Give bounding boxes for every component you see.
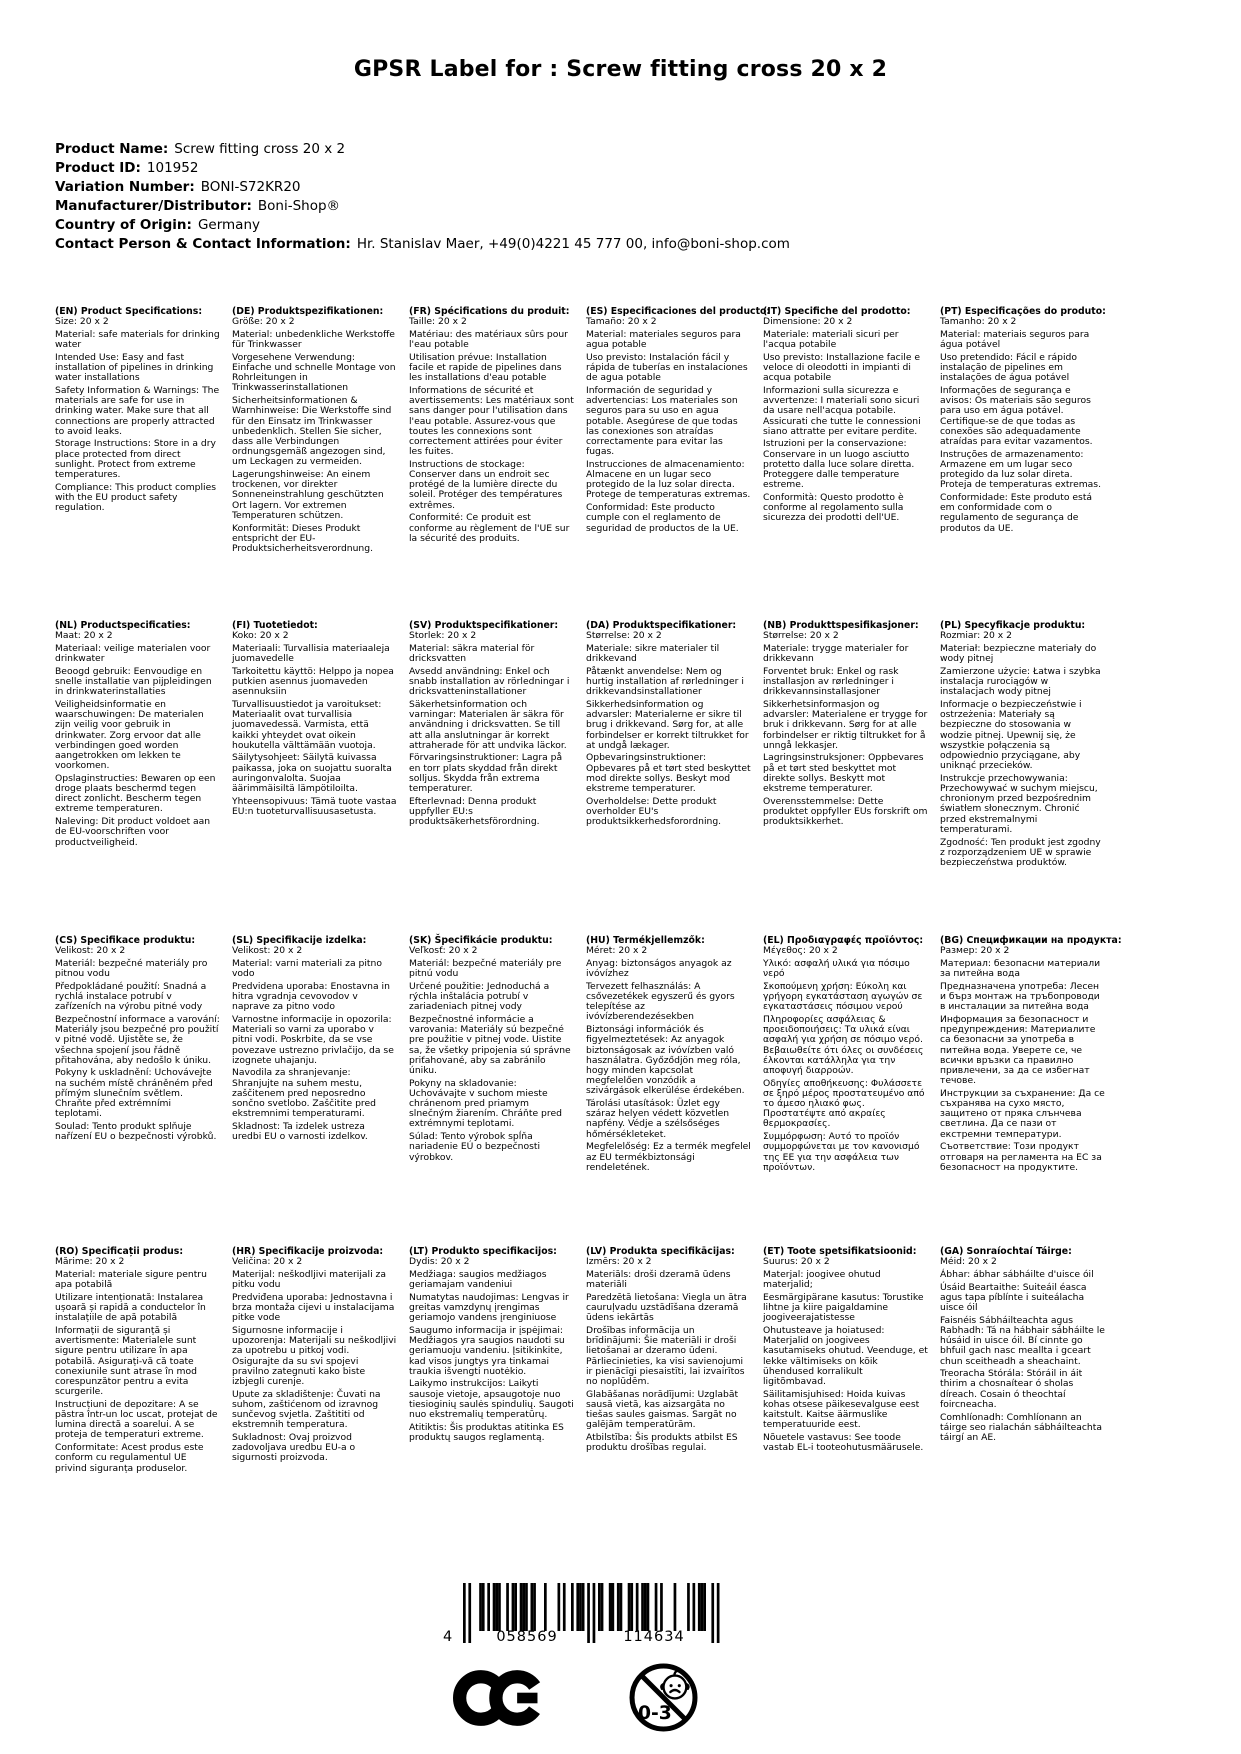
- lang-block-paragraph: Veiligheidsinformatie en waarschuwingen: De materialen zijn veilig voor gebruik in drinkwater. Zorg ervoor dat alle verbindingen goed worden aangetrokken om lekken te voorkomen.: [55, 698, 204, 772]
- lang-block-paragraph: Medžiaga: saugios medžiagos geriamajam vandeniui: [409, 1268, 547, 1291]
- lang-block-size: Размер: 20 x 2: [940, 945, 1010, 957]
- lang-block-paragraphs: [586, 330, 751, 534]
- lang-block-paragraph: Tervezett felhasználás: A csővezetékek egyszerű és gyors telepítése az ivóvízberendezésekben: [586, 980, 735, 1023]
- lang-block-hr: [232, 1247, 397, 1474]
- lang-block-paragraph: Eesmärgipärane kasutus: Torustike lihtne ja kiire paigaldamine joogiveerajatistesse: [763, 1291, 924, 1324]
- product-info: [55, 140, 790, 254]
- lang-block-de: [232, 307, 397, 621]
- lang-block-bg: [940, 935, 1122, 1247]
- lang-block-paragraph: Zamierzone użycie: Łatwa i szybka instalacja rurociągów w instalacjach wody pitnej: [940, 665, 1101, 698]
- product-info-label: Variation Number:: [55, 179, 195, 195]
- lang-block-paragraph: Instrukcje przechowywania: Przechowywać w suchym miejscu, chronionym przed bezpośrednim światłem słonecznym. Chronić przed ekstremalnymi temperaturami.: [940, 772, 1098, 835]
- lang-block-heading: (LV) Produkta specifikācijas:: [586, 1246, 735, 1257]
- lang-block-sk: [409, 936, 574, 1247]
- lang-block-paragraph: Instruções de armazenamento: Armazene em um lugar seco protegido da luz solar direta. Proteja de temperaturas extremas.: [940, 448, 1102, 491]
- lang-block-paragraph: Utilisation prévue: Installation facile et rapide de pipelines dans les installations d'eau potable: [409, 351, 562, 384]
- product-info-value: 101952: [146, 160, 199, 176]
- lang-block-pt: [940, 307, 1105, 621]
- lang-block-paragraph: Intended Use: Easy and fast installation of pipelines in drinking water installations: [55, 351, 214, 384]
- lang-block-paragraphs: [232, 959, 397, 1142]
- lang-block-paragraph: Naleving: Dit product voldoet aan de EU-voorschriften voor productveiligheid.: [55, 816, 211, 848]
- lang-block-paragraph: Συμμόρφωση: Αυτό το προϊόν συμμορφώνεται με τον κανονισμό της ΕΕ για την ασφάλεια των προϊόντων.: [763, 1131, 920, 1173]
- lang-block-da: [586, 621, 751, 936]
- product-info-label: Country of Origin:: [55, 217, 192, 233]
- lang-block-paragraph: Conformidade: Este produto está em conformidade com o regulamento de segurança de produtos da UE.: [940, 491, 1093, 534]
- ce-mark-icon: [453, 1667, 545, 1729]
- lang-block-paragraph: Conformité: Ce produit est conforme au règlement de l'UE sur la sécurité des produits.: [409, 512, 570, 544]
- product-info-label: Product ID:: [55, 160, 141, 176]
- lang-block-size: Size: 20 x 2: [55, 316, 109, 328]
- lang-block-size: Dimensione: 20 x 2: [763, 316, 853, 328]
- lang-block-paragraph: Materiale: trygge materialer for drikkevann: [763, 642, 909, 665]
- lang-block-paragraph: Conformitate: Acest produs este conform cu regulamentul UE privind siguranța produselor.: [55, 1442, 204, 1474]
- lang-block-paragraph: Biztonsági információk és figyelmeztetések: Az anyagok biztonságosak az ivóvízben való használatra. Győződjön meg róla, hogy minden kapcsolat megfelelően vonzódik a szivárgások elkerülése érdekében.: [586, 1024, 745, 1097]
- lang-block-paragraph: Istruzioni per la conservazione: Conservare in un luogo asciutto protetto dalla luce solare diretta. Proteggere dalle temperature estreme.: [763, 438, 915, 491]
- lang-block-paragraphs: [940, 330, 1105, 534]
- lang-block-size: Méid: 20 x 2: [940, 1256, 997, 1268]
- certification-symbols: [441, 1661, 731, 1734]
- lang-block-heading: (PL) Specyfikacje produktu:: [940, 620, 1086, 631]
- lang-block-paragraph: Material: materiais seguros para água potável: [940, 328, 1090, 351]
- lang-block-sv: [409, 621, 574, 936]
- lang-block-paragraph: Skladnost: Ta izdelek ustreza uredbi EU o varnosti izdelkov.: [232, 1120, 368, 1143]
- lang-block-el: [763, 936, 928, 1247]
- lang-block-paragraph: Uso previsto: Instalación fácil y rápida de tuberías en instalaciones de agua potable: [586, 351, 748, 384]
- lang-block-heading: (DE) Produktspezifikationen:: [232, 306, 384, 317]
- lang-block-paragraph: Yhteensopivuus: Tämä tuote vastaa EU:n tuoteturvallisuusasetusta.: [232, 795, 397, 817]
- lang-block-paragraph: Информация за безопасност и предупреждения: Материалите са безопасни за употреба в питейна вода. Уверете се, че всички връзки са правилно привлечени, за да се избегнат течове.: [940, 1013, 1096, 1087]
- lang-block-heading: (ES) Especificaciones del producto:: [586, 306, 771, 317]
- lang-block-paragraph: Overholdelse: Dette produkt overholder EU's produktsikkerhedsforordning.: [586, 795, 722, 828]
- lang-block-paragraph: Paredzētā lietošana: Viegla un ātra cauruļvadu uzstādīšana dzeramā ūdens iekārtās: [586, 1291, 747, 1324]
- lang-block-paragraph: Opbevaringsinstruktioner: Opbevares på et tørt sted beskyttet mod direkte sollys. Beskyt mod ekstreme temperaturer.: [586, 752, 751, 795]
- lang-block-paragraph: Materijal: neškodljivi materijali za pitku vodu: [232, 1268, 386, 1291]
- product-info-label: Manufacturer/Distributor:: [55, 198, 252, 214]
- lang-block-paragraph: Informacje o bezpieczeństwie i ostrzeżenia: Materiały są bezpieczne do stosowania w wodzie pitnej. Upewnij się, że wszystkie połączenia są odpowiednio przyciągane, aby uniknąć przecieków.: [940, 698, 1082, 772]
- lang-block-paragraph: Informations de sécurité et avertissements: Les matériaux sont sans danger pour l'utilisation dans l'eau potable. Assurez-vous que toutes les connexions sont correctement attirées pour éviter les fuites.: [409, 384, 574, 458]
- lang-block-paragraph: Laikymo instrukcijos: Laikyti sausoje vietoje, apsaugotoje nuo tiesioginių saulės spindulių. Saugoti nuo ekstremalių temperatūrų.: [409, 1378, 574, 1421]
- lang-block-paragraphs: [232, 330, 397, 554]
- product-info-row: [55, 235, 790, 254]
- lang-block-paragraphs: [409, 959, 574, 1163]
- lang-block-paragraphs: [763, 644, 928, 827]
- lang-block-paragraph: Treoracha Stórála: Stóráil in áit thirim a chosnaítear ó sholas díreach. Cosain ó theochtaí foircneacha.: [940, 1368, 1083, 1410]
- lang-block-paragraphs: [409, 1270, 574, 1443]
- page-title: GPSR Label for : Screw fitting cross 20 x 2: [353, 57, 888, 82]
- lang-block-paragraph: Storage Instructions: Store in a dry place protected from direct sunlight. Protect from extreme temperatures.: [55, 438, 216, 481]
- lang-block-paragraph: Σκοπούμενη χρήση: Εύκολη και γρήγορη εγκατάσταση αγωγών σε εγκαταστάσεις πόσιμου νερού: [763, 980, 923, 1013]
- lang-block-paragraph: Sukladnost: Ovaj proizvod zadovoljava uredbu EU-a o sigurnosti proizvoda.: [232, 1431, 356, 1464]
- lang-block-nb: [763, 621, 928, 936]
- lang-block-size: Mărime: 20 x 2: [55, 1256, 125, 1268]
- lang-block-en: [55, 307, 220, 621]
- lang-block-paragraph: Nõuetele vastavus: See toode vastab EL-i tooteohutusmäärusele.: [763, 1431, 924, 1454]
- lang-block-paragraph: Safety Information & Warnings: The materials are safe for use in drinking water. Make sure that all connections are properly attracted to avoid leaks.: [55, 384, 220, 437]
- lang-block-paragraph: Pokyny na skladovanie: Uchovávajte v suchom mieste chránenom pred priamym slnečným žiarením. Chráňte pred extrémnymi teplotami.: [409, 1077, 562, 1130]
- lang-block-paragraph: Predvidena uporaba: Enostavna in hitra vgradnja cevovodov v naprave za pitno vodo: [232, 980, 390, 1013]
- lang-block-paragraph: Faisnéis Sábháilteachta agus Rabhadh: Tá na hábhair sábháilte le húsáid in uisce óil. Bí cinnte go bhfuil gach nasc meallta i gceart chun sceitheadh a sheachaint.: [940, 1314, 1105, 1367]
- lang-block-size: Suurus: 20 x 2: [763, 1256, 830, 1268]
- lang-block-ro: [55, 1247, 220, 1474]
- lang-block-heading: (IT) Specifiche del prodotto:: [763, 306, 911, 317]
- lang-block-paragraph: Материал: безопасни материали за питейна вода: [940, 957, 1101, 980]
- lang-block-paragraph: Lagringsinstruksjoner: Oppbevares på et tørt sted beskyttet mot direkte sollys. Beskytt mot ekstreme temperaturer.: [763, 752, 924, 795]
- lang-block-size: Tamanho: 20 x 2: [940, 316, 1017, 328]
- lang-block-paragraph: Saugumo informacija ir įspėjimai: Medžiagos yra saugios naudoti su geriamuoju vandeniu. Įsitikinkite, kad visos jungtys yra tinkamai traukia išvengti nuotėkio.: [409, 1324, 565, 1377]
- product-info-value: Germany: [197, 217, 260, 233]
- lang-block-heading: (GA) Sonraíochtaí Táirge:: [940, 1246, 1072, 1257]
- lang-block-heading: (SV) Produktspecifikationer:: [409, 620, 559, 631]
- lang-block-heading: (EL) Προδιαγραφές προϊόντος:: [763, 935, 924, 946]
- lang-block-paragraphs: [763, 330, 928, 524]
- lang-block-size: Veličina: 20 x 2: [232, 1256, 303, 1268]
- lang-block-paragraph: Numatytas naudojimas: Lengvas ir greitas vamzdynų įrengimas geriamojo vandens įrenginiuose: [409, 1291, 569, 1324]
- lang-block-paragraph: Vorgesehene Verwendung: Einfache und schnelle Montage von Rohrleitungen in Trinkwasserinstallationen: [232, 351, 396, 394]
- lang-block-paragraph: Upute za skladištenje: Čuvati na suhom, zaštićenom od izravnog sunčevog svjetla. Zaštititi od ekstremnih temperatura.: [232, 1388, 381, 1431]
- lang-block-fr: [409, 307, 574, 621]
- lang-block-paragraph: Soulad: Tento produkt splňuje nařízení EU o bezpečnosti výrobků.: [55, 1120, 217, 1143]
- lang-block-size: Rozmiar: 20 x 2: [940, 630, 1012, 642]
- lang-block-size: Méret: 20 x 2: [586, 945, 648, 957]
- lang-block-paragraphs: [55, 330, 220, 513]
- lang-block-paragraph: Οδηγίες αποθήκευσης: Φυλάσσετε σε ξηρό μέρος προστατευμένο από το άμεσο ηλιακό φως. Προστατέψτε από ακραίες θερμοκρασίες.: [763, 1077, 925, 1130]
- lang-block-heading: (SL) Specifikacije izdelka:: [232, 935, 367, 946]
- lang-block-heading: (CS) Specifikace produktu:: [55, 935, 196, 946]
- lang-block-heading: (NL) Productspecificaties:: [55, 620, 191, 631]
- lang-block-size: Koko: 20 x 2: [232, 630, 289, 642]
- lang-block-paragraph: Sikkerhedsinformation og advarsler: Materialerne er sikre til brug i drikkevand. Sørg for, at alle forbindelser er korrekt tiltrukket for at undgå lækager.: [586, 698, 749, 751]
- lang-block-paragraph: Material: materiale sigure pentru apa potabilă: [55, 1268, 207, 1291]
- lang-block-paragraph: Instructions de stockage: Conserver dans un endroit sec protégé de la lumière directe du soleil. Protéger des températures extrêmes.: [409, 458, 563, 511]
- lang-block-ga: [940, 1247, 1105, 1474]
- lang-block-paragraphs: [232, 644, 397, 817]
- lang-block-size: Izmērs: 20 x 2: [586, 1256, 652, 1268]
- lang-block-paragraph: Konformität: Dieses Produkt entspricht der EU-Produktsicherheitsverordnung.: [232, 522, 374, 554]
- lang-block-paragraph: Turvallisuustiedot ja varoitukset: Materiaalit ovat turvallisia juomavedessä. Varmista, että kaikki yhteydet ovat oikein houkutella välttämään vuotoja.: [232, 698, 382, 751]
- lang-block-paragraph: Säilytysohjeet: Säilytä kuivassa paikassa, joka on suojattu suoralta auringonvalolta. Suojaa äärimmäisiltä lämpötiloilta.: [232, 752, 392, 795]
- lang-block-paragraphs: [940, 644, 1105, 868]
- lang-block-size: Storlek: 20 x 2: [409, 630, 477, 642]
- lang-block-paragraph: Navodila za shranjevanje: Shranjujte na suhem mestu, zaščitenem pred neposredno sončno svetlobo. Zaščitite pred ekstremnimi temperaturami.: [232, 1067, 376, 1120]
- lang-block-paragraph: Materiaali: Turvallisia materiaaleja juomavedelle: [232, 642, 390, 665]
- lang-block-paragraph: Pokyny k uskladnění: Uchovávejte na suchém místě chráněném před přímým slunečním světlem. Chraňte před extrémními teplotami.: [55, 1067, 213, 1120]
- lang-block-paragraph: Forventet bruk: Enkel og rask installasjon av rørledninger i drikkevannsinstallasjoner: [763, 665, 899, 698]
- lang-block-paragraph: Informações de segurança e avisos: Os materiais são seguros para uso em água potável. Certifique-se de que todas as conexões são adequadamente atraídas para evitar vazamentos.: [940, 384, 1093, 447]
- lang-block-paragraph: Anyag: biztonságos anyagok az ivóvízhez: [586, 957, 732, 980]
- lang-block-paragraph: Drošības informācija un brīdinājumi: Šie materiāli ir droši lietošanai ar dzeramo ūdeni. Pārliecinieties, ka visi savienojumi ir pienācīgi piesaistīti, lai izvairītos no noplūdēm.: [586, 1324, 745, 1387]
- product-info-row: [55, 178, 790, 197]
- lang-block-paragraph: Uso previsto: Installazione facile e veloce di oleodotti in impianti di acqua potabile: [763, 351, 921, 384]
- barcode-left-digits: 058569: [496, 1629, 558, 1645]
- lang-block-heading: (ET) Toote spetsifikatsioonid:: [763, 1246, 917, 1257]
- lang-block-size: Veľkosť: 20 x 2: [409, 945, 478, 957]
- lang-block-paragraph: Säkerhetsinformation och varningar: Materialen är säkra för användning i dricksvatten. Se till att alla anslutningar är korrekt attraherade för att undvika läckor.: [409, 698, 567, 751]
- lang-block-paragraphs: [55, 959, 220, 1142]
- lang-block-paragraphs: [55, 1270, 220, 1474]
- lang-block-fi: [232, 621, 397, 936]
- lang-block-paragraph: Určené použitie: Jednoduchá a rýchla inštalácia potrubí v zariadeniach pitnej vody: [409, 980, 550, 1013]
- lang-block-size: Taille: 20 x 2: [409, 316, 467, 328]
- lang-block-size: Tamaño: 20 x 2: [586, 316, 657, 328]
- lang-block-paragraph: Instrucțiuni de depozitare: A se păstra într-un loc uscat, protejat de lumina directă a soarelui. A se proteja de temperaturi extreme.: [55, 1398, 218, 1441]
- lang-block-pl: [940, 621, 1105, 936]
- lang-block-paragraph: Tárolási utasítások: Üzlet egy száraz helyen védett közvetlen napfény. Védje a szélsőséges hőmérsékleteket.: [586, 1098, 730, 1140]
- lang-block-paragraph: Materjal: joogivee ohutud materjalid;: [763, 1268, 881, 1291]
- lang-block-paragraph: Tarkoitettu käyttö: Helppo ja nopea putkien asennus juomaveden asennuksiin: [232, 665, 394, 698]
- barcode-first-digit: 4: [443, 1629, 453, 1645]
- lang-block-paragraph: Overensstemmelse: Dette produktet oppfyller EUs forskrift om produktsikkerhet.: [763, 795, 928, 828]
- product-info-label: Contact Person & Contact Information:: [55, 236, 351, 252]
- lang-block-paragraph: Material: safe materials for drinking water: [55, 328, 220, 351]
- product-info-value: BONI-S72KR20: [200, 179, 301, 195]
- lang-block-it: [763, 307, 928, 621]
- lang-block-size: Velikost: 20 x 2: [232, 945, 303, 957]
- lang-block-paragraph: Lagerungshinweise: An einem trockenen, vor direkter Sonneneinstrahlung geschützten Ort lagern. Vor extremen Temperaturen schützen.: [232, 469, 384, 521]
- lang-block-et: [763, 1247, 928, 1474]
- lang-block-heading: (PT) Especificações do produto:: [940, 306, 1106, 317]
- lang-block-paragraph: Varnostne informacije in opozorila: Materiali so varni za uporabo v pitni vodi. Poskrbite, da se vse povezave ustrezno privlačijo, da se izognete uhajanju.: [232, 1013, 394, 1066]
- lang-block-heading: (EN) Product Specifications:: [55, 306, 203, 317]
- lang-block-es: [586, 306, 771, 621]
- lang-block-paragraph: Förvaringsinstruktioner: Lagra på en torr plats skyddad från direkt solljus. Skydda från extrema temperaturer.: [409, 752, 563, 795]
- lang-block-cs: [55, 936, 220, 1247]
- lang-block-paragraph: Opslaginstructies: Bewaren op een droge plaats beschermd tegen direct zonlicht. Bescherm tegen extreme temperaturen.: [55, 772, 216, 815]
- lang-block-paragraph: Uso pretendido: Fácil e rápido instalação de pipelines em instalações de água potável: [940, 351, 1078, 384]
- lang-block-hu: [586, 936, 751, 1247]
- lang-block-paragraph: Sikkerhetsinformasjon og advarsler: Materialene er trygge for bruk i drikkevann. Sørg for at alle forbindelser er riktig tiltrukket for å unngå lekkasjer.: [763, 698, 928, 751]
- lang-block-paragraphs: [586, 959, 751, 1173]
- lang-block-paragraph: Avsedd användning: Enkel och snabb installation av rörledningar i dricksvatteninstallationer: [409, 665, 570, 698]
- lang-block-paragraphs: [763, 1270, 928, 1453]
- lang-block-paragraph: Materiāls: droši dzeramā ūdens materiāli: [586, 1268, 731, 1291]
- age-warning-0-3-icon: [627, 1661, 700, 1734]
- lang-block-paragraph: Informații de siguranță și avertismente: Materialele sunt sigure pentru utilizare în apa potabilă. Asigurați-vă că toate conexiunile sunt atrase în mod corespunzător pentru a evita scurgerile.: [55, 1324, 197, 1398]
- lang-block-size: Maat: 20 x 2: [55, 630, 113, 642]
- lang-block-paragraph: Material: unbedenkliche Werkstoffe für Trinkwasser: [232, 328, 395, 351]
- product-info-row: [55, 140, 790, 159]
- product-info-value: Hr. Stanislav Maer, +49(0)4221 45 777 00, info@boni-shop.com: [356, 236, 790, 252]
- lang-block-size: Størrelse: 20 x 2: [763, 630, 839, 642]
- lang-block-lv: [586, 1247, 751, 1474]
- lang-block-paragraph: Materiaal: veilige materialen voor drinkwater: [55, 642, 211, 665]
- lang-block-paragraphs: [586, 644, 751, 827]
- lang-block-paragraphs: [940, 1270, 1105, 1443]
- lang-block-paragraph: Compliance: This product complies with the EU product safety regulation.: [55, 481, 217, 514]
- lang-block-paragraph: Säilitamisjuhised: Hoida kuivas kohas otsese päikesevalguse eest kaitstult. Kaitse äärmuslike temperatuuride eest.: [763, 1388, 920, 1431]
- lang-block-paragraph: Atitiktis: Šis produktas atitinka ES produktų saugos reglamentą.: [409, 1421, 564, 1443]
- lang-block-paragraph: Bezpečnostné informácie a varovania: Materiály sú bezpečné pre použitie v pitnej vode. Uistite sa, že všetky pripojenia sú správne priťahované, aby sa zabránilo úniku.: [409, 1013, 571, 1076]
- product-info-row: [55, 216, 790, 235]
- lang-block-heading: (FI) Tuotetiedot:: [232, 620, 318, 631]
- lang-block-paragraph: Súlad: Tento výrobok spĺňa nariadenie EÚ o bezpečnosti výrobkov.: [409, 1131, 541, 1163]
- lang-block-paragraph: Efterlevnad: Denna produkt uppfyller EU:s produktsäkerhetsförordning.: [409, 795, 540, 828]
- language-blocks-grid: [55, 306, 1122, 1474]
- lang-block-paragraph: Předpokládané použití: Snadná a rychlá instalace potrubí v zařízeních na výrobu pitné vody: [55, 980, 207, 1013]
- lang-block-paragraph: Materiale: materiali sicuri per l'acqua potabile: [763, 328, 899, 351]
- lang-block-paragraphs: [232, 1270, 397, 1464]
- lang-block-paragraphs: [55, 644, 220, 848]
- lang-block-paragraph: Conformità: Questo prodotto è conforme al regolamento sulla sicurezza dei prodotti dell'UE.: [763, 491, 904, 524]
- lang-block-sl: [232, 936, 397, 1247]
- lang-block-paragraph: Инструкции за съхранение: Да се съхранява на сухо място, защитено от пряка слънчева светлина. Да се пази от екстремни температури.: [940, 1087, 1105, 1140]
- product-info-row: [55, 159, 790, 178]
- lang-block-paragraph: Comhlíonadh: Comhlíonann an táirge seo rialachán sábháilteachta táirgí an AE.: [940, 1411, 1102, 1443]
- lang-block-paragraph: Material: varni materiali za pitno vodo: [232, 957, 382, 980]
- lang-block-paragraph: Bezpečnostní informace a varování: Materiály jsou bezpečné pro použití v pitné vodě. Ujistěte se, že všechna spojení jsou řádně přitahována, aby nedošlo k úniku.: [55, 1013, 220, 1066]
- lang-block-size: Størrelse: 20 x 2: [586, 630, 662, 642]
- lang-block-nl: [55, 621, 220, 936]
- lang-block-paragraph: Megfelelőség: Ez a termék megfelel az EU termékbiztonsági rendeletének.: [586, 1141, 751, 1173]
- lang-block-paragraph: Ohutusteave ja hoiatused: Materjalid on joogivees kasutamiseks ohutud. Veenduge, et lekke vältimiseks on kõik ühendused korralikult ligitõmbavad.: [763, 1324, 928, 1387]
- product-info-row: [55, 197, 790, 216]
- lang-block-paragraph: Material: materiales seguros para agua potable: [586, 328, 741, 351]
- lang-block-paragraph: Sigurnosne informacije i upozorenja: Materijali su neškodljivi za upotrebu u pitkoj vodi. Osigurajte da su svi spojevi pravilno zategnuti kako biste izbjegli curenje.: [232, 1324, 397, 1387]
- lang-block-paragraph: Instrucciones de almacenamiento: Almacene en un lugar seco protegido de la luz solar directa. Protege de temperaturas extremas.: [586, 458, 751, 501]
- lang-block-paragraph: Πληροφορίες ασφάλειας & προειδοποιήσεις: Τα υλικά είναι ασφαλή για χρήση σε πόσιμο νερό. Βεβαιωθείτε ότι όλες οι συνδέσεις έλκονται κατάλληλα για την αποφυγή διαρροών.: [763, 1013, 924, 1076]
- age-warning-label: 0-3: [637, 1702, 672, 1724]
- lang-block-paragraph: Conformidad: Este producto cumple con el reglamento de seguridad de productos de la UE.: [586, 502, 739, 534]
- lang-block-paragraphs: [940, 959, 1105, 1173]
- lang-block-heading: (LT) Produkto specifikacijos:: [409, 1246, 557, 1257]
- lang-block-paragraph: Zgodność: Ten produkt jest zgodny z rozporządzeniem UE w sprawie bezpieczeństwa produktów.: [940, 836, 1101, 868]
- lang-block-paragraph: Съответствие: Този продукт отговаря на регламента на ЕС за безопасност на продуктите.: [940, 1141, 1102, 1173]
- lang-block-paragraph: Предназначена употреба: Лесен и бърз монтаж на тръбопроводи в инсталации за питейна вода: [940, 980, 1100, 1013]
- lang-block-heading: (FR) Spécifications du produit:: [409, 306, 570, 317]
- product-info-value: Screw fitting cross 20 x 2: [174, 141, 346, 157]
- lang-block-lt: [409, 1247, 574, 1474]
- lang-block-paragraphs: [409, 330, 574, 544]
- lang-block-paragraph: Utilizare intenționată: Instalarea ușoară și rapidă a conductelor în instalațiile de apă potabilă: [55, 1291, 206, 1324]
- lang-block-paragraph: Atbilstība: Šis produkts atbilst ES produktu drošības regulai.: [586, 1431, 738, 1454]
- lang-block-paragraph: Materiał: bezpieczne materiały do wody pitnej: [940, 642, 1097, 665]
- lang-block-paragraph: Υλικό: ασφαλή υλικά για πόσιμο νερό: [763, 957, 910, 980]
- lang-block-size: Μέγεθος: 20 x 2: [763, 945, 838, 957]
- lang-block-heading: (SK) Špecifikácie produktu:: [409, 935, 553, 946]
- lang-block-size: Größe: 20 x 2: [232, 316, 295, 328]
- lang-block-paragraph: Beoogd gebruik: Eenvoudige en snelle installatie van pijpleidingen in drinkwaterinstallaties: [55, 665, 212, 698]
- barcode-right-digits: 114634: [623, 1629, 685, 1645]
- lang-block-paragraph: Materiál: bezpečné materiály pre pitnú vodu: [409, 957, 562, 980]
- lang-block-heading: (BG) Спецификации на продукта:: [940, 935, 1122, 946]
- lang-block-paragraph: Información de seguridad y advertencias: Los materiales son seguros para su uso en agua potable. Asegúrese de que todas las conexiones son atraídas correctamente para evitar las fugas.: [586, 384, 738, 458]
- lang-block-heading: (HR) Specifikacije proizvoda:: [232, 1246, 384, 1257]
- lang-block-paragraph: Glabāšanas norādījumi: Uzglabāt sausā vietā, kas aizsargāta no tiešas saules gaismas. Sargāt no galējām temperatūrām.: [586, 1388, 739, 1431]
- lang-block-paragraph: Materiál: bezpečné materiály pro pitnou vodu: [55, 957, 208, 980]
- product-info-label: Product Name:: [55, 141, 169, 157]
- lang-block-paragraphs: [763, 959, 928, 1173]
- lang-block-paragraph: Materiale: sikre materialer til drikkevand: [586, 642, 720, 665]
- lang-block-paragraph: Matériau: des matériaux sûrs pour l'eau potable: [409, 328, 568, 351]
- footer-symbols: [441, 1583, 731, 1734]
- lang-block-paragraph: Ábhar: ábhar sábháilte d'uisce óil: [940, 1268, 1094, 1280]
- lang-block-size: Dydis: 20 x 2: [409, 1256, 470, 1268]
- lang-block-heading: (HU) Termékjellemzők:: [586, 935, 705, 946]
- lang-block-heading: (RO) Specificații produs:: [55, 1246, 184, 1257]
- lang-block-paragraph: Informazioni sulla sicurezza e avvertenze: I materiali sono sicuri da usare nell'acqua potabile. Assicurati che tutte le connessioni siano attratte per evitare perdite.: [763, 384, 921, 437]
- lang-block-size: Velikost: 20 x 2: [55, 945, 126, 957]
- lang-block-paragraph: Material: säkra material för dricksvatten: [409, 642, 535, 665]
- lang-block-heading: (NB) Produkttspesifikasjoner:: [763, 620, 919, 631]
- lang-block-paragraphs: [586, 1270, 751, 1453]
- lang-block-paragraph: Predviđena uporaba: Jednostavna i brza montaža cijevi u instalacijama pitke vode: [232, 1291, 395, 1324]
- product-info-value: Boni-Shop®: [257, 198, 341, 214]
- lang-block-paragraph: Påtænkt anvendelse: Nem og hurtig installation af rørledninger i drikkevandsinstallationer: [586, 665, 744, 698]
- ean13-barcode: [441, 1583, 731, 1647]
- lang-block-paragraph: Úsáid Beartaithe: Suiteáil éasca agus tapa píblínte i suiteálacha uisce óil: [940, 1281, 1087, 1314]
- lang-block-paragraphs: [409, 644, 574, 827]
- lang-block-paragraph: Sicherheitsinformationen & Warnhinweise: Die Werkstoffe sind für den Einsatz im Trinkwasser unbedenklich. Stellen Sie sicher, dass alle Verbindungen ordnungsgemäß angezogen sind, um Leckagen zu vermeiden.: [232, 395, 392, 468]
- lang-block-heading: (DA) Produktspecifikationer:: [586, 620, 737, 631]
